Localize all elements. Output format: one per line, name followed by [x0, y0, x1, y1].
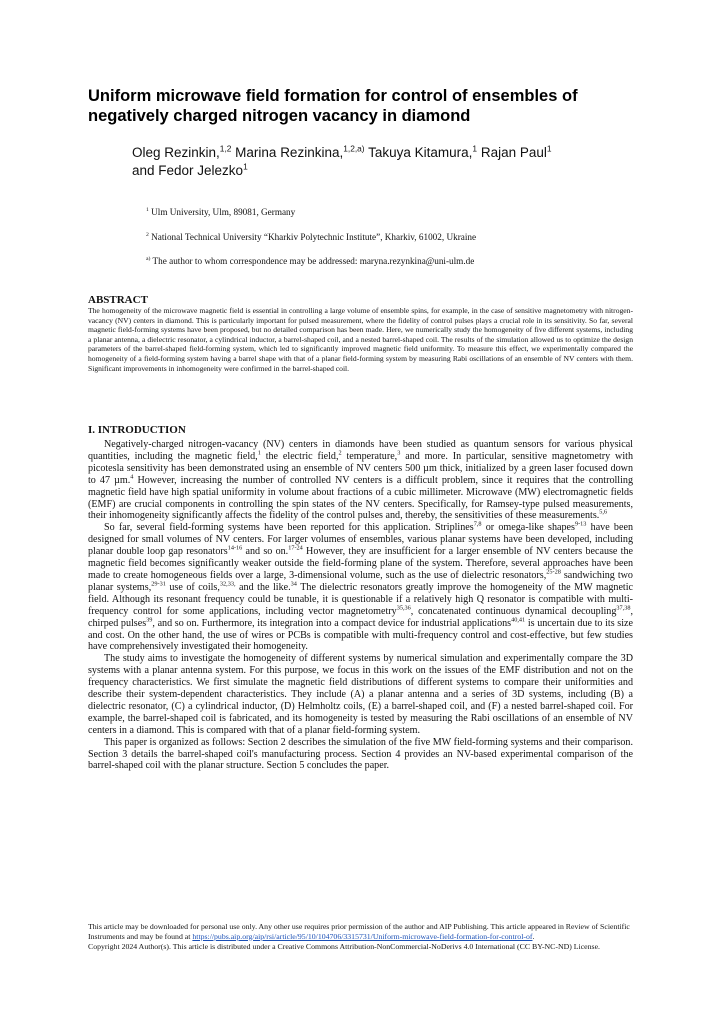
citation: 3	[397, 449, 401, 457]
author: Marina Rezinkina,$^{1,2,a)}$	[231, 143, 365, 160]
citation: 25-28	[546, 568, 561, 576]
citation: 39	[146, 616, 153, 624]
citation: 35,36	[396, 604, 411, 612]
citation: 29-31	[151, 580, 166, 588]
affiliation-2: $^2$ National Technical University “Kharkiv Polytechnic Institute”, Kharkiv, 61002, Ukraine	[146, 231, 477, 242]
citation: 1	[257, 449, 261, 457]
author: Takuya Kitamura,$^1$	[364, 143, 478, 160]
introduction-body	[88, 439, 633, 772]
affiliation-1: $^1$ Ulm University, Ulm, 89081, Germany	[146, 206, 296, 217]
citation: 17-24	[288, 544, 303, 552]
abstract-text: The homogeneity of the microwave magnetic field is essential in controlling a large volume of ensemble spins, for example, in the case of sensitive magnetometry with nitrogen-vacancy (NV) centers in diamond. This is particularly important for pulsed measurement, where the fidelity of control pulses plays a crucial role in its sensitivity. So far, several magnetic field-forming systems have been proposed, but no detailed comparison has been made. Here, we numerically study the homogeneity of five different systems, including a planar antenna, a dielectric resonator, a cylindrical inductor, a barrel-shaped coil, and a nested barrel-shaped coil. The results of the simulation allowed us to optimize the design parameters of the barrel-shaped field-forming system, which led to significantly improved magnetic field uniformity. To measure this effect, we experimentally compared the homogeneity of a field-forming system having a barrel shape with that of a planar field-forming system by measuring Rabi oscillations of an ensemble of NV centers with them. Significant improvements in inhomogeneity were confirmed in the barrel-shaped coil.	[88, 306, 633, 373]
author-list	[132, 144, 632, 180]
citation: 4	[130, 473, 134, 481]
paragraph: This paper is organized as follows: Section 2 describes the simulation of the five MW field-forming systems and their comparison. Section 3 details the barrel-shaped coil's manufacturing process. Section 4 provides an NV-based experimental comparison of the barrel-shaped coil with the planar structure. Section 5 concludes the paper.	[88, 736, 633, 772]
citation: 7,8	[473, 520, 482, 528]
citation: 2	[338, 449, 342, 457]
footer-notice: This article may be downloaded for personal use only. Any other use requires prior permission of the author and AIP Publishing. This article appeared in Review of Scientific Instruments and may be found at https://pubs.aip.org/aip/rsi/article/95/10/104706/3315731/Uniform-microwave-field-formation-for-control-of. Copyright 2024 Author(s). This article is distributed under a Creative Commons Attribution-NonCommercial-NoDerivs 4.0 International (CC BY-NC-ND) License.	[88, 922, 630, 951]
paper-title: Uniform microwave field formation for control of ensembles of negatively charged nitrogen vacancy in diamond	[88, 87, 578, 125]
article-link[interactable]: https://pubs.aip.org/aip/rsi/article/95/10/104706/3315731/Uniform-microwave-field-formation-for-control-of	[192, 931, 533, 941]
citation: 9-13	[574, 520, 587, 528]
abstract-heading: ABSTRACT	[88, 294, 148, 306]
paragraph: Negatively-charged nitrogen-vacancy (NV) centers in diamonds have been studied as quantum sensors for various physical quantities, including the magnetic field,$^1$ the electric field,$^2$ temperature,$^3$ and more. In particular, sensitive magnetometry with picotesla sensitivity has been demonstrated using an ensemble of NV centers 500 µm thick, initialized by a green laser focused down to 47 µm.$^4$ However, increasing the number of controlled NV centers is a difficult problem, since it requires that the controlling magnetic field have high spatial uniformity in volume about fractions of a cubic millimeter. Microwave (MW) electromagnetic fields (EMF) are crucial components in controlling the spin states of the NV centers. Specifically, for Ramsey-type pulsed measurements, their inhomogeneity significantly affects the fidelity of the control pulses and, thereby, the sensitivities of these measurements.$^{5,6}$	[88, 439, 634, 522]
paragraph: The study aims to investigate the homogeneity of different systems by numerical simulation and experimentally compare the 3D systems with a planar antenna system. For this purpose, we focus in this work on the issues of the EMF distribution and not on the frequency characteristics. We first simulate the magnetic field distributions of different systems to compare their uniformities and describe their system-dependent characteristics. They include (A) a planar antenna and a series of 3D systems, including (B) a dielectric resonator, (C) a cylindrical inductor, (D) Helmholtz coils, (E) a barrel-shaped coil, and (F) a nested barrel-shaped coil. For example, the barrel-shaped coil is fabricated, and its homogeneity is tested by measuring the Rabi oscillations of an ensemble of NV centers in a diamond. This is compared with that of a planar field-forming system.	[88, 653, 633, 736]
citation: 14-16	[227, 544, 243, 552]
citation: 34	[290, 580, 297, 588]
citation: 37,38	[616, 604, 631, 612]
corresponding-author-note: $^{a)}$ The author to whom correspondence may be addressed: maryna.rezynkina@uni-ulm.de	[146, 255, 475, 266]
paragraph: So far, several field-forming systems have been reported for this application. Striplines$^{7,8}$ or omega-like shapes$^{9-13}$ have been designed for small volumes of NV centers. For larger volumes of ensembles, various planar systems have been developed, including planar double loop gap resonators$^{14-16}$ and so on.$^{17-24}$ However, they are insufficient for a larger ensemble of NV centers because the magnetic field becomes significantly weaker outside the field-forming plane of the system. Therefore, several approaches have been made to create homogeneous fields over a large, 3-dimensional volume, such as the use of dielectric resonators,$^{25-28}$ sandwiching two planar systems,$^{29-31}$ use of coils,$^{32,33,}$ and the like.$^{34}$ The dielectric resonators greatly improve the homogeneity of the MW magnetic field. Although its resonant frequency could be tunable, it is questionable if a relatively high Q resonator is compatible with multi-frequency control for some applications, including vector magnetometry$^{35,36}$, concatenated continuous dynamical decoupling$^{37,38}$, chirped pulses$^{39}$, and so on. Furthermore, its integration into a compact device for industrial applications$^{40,41}$ is uncertain due to its size and cost. On the other hand, the use of wires or PCBs is compatible with multi-frequency control and cost-effective, but few studies have comprehensively investigated their homogeneity.	[88, 520, 634, 653]
author: Rajan Paul$^1$	[477, 143, 552, 160]
citation: 5,6	[599, 509, 608, 517]
citation: 40,41	[511, 616, 526, 624]
citation: 32,33,	[219, 580, 236, 588]
section-heading-introduction: I. INTRODUCTION	[88, 424, 186, 436]
author: and Fedor Jelezko$^1$	[132, 161, 248, 178]
author: Oleg Rezinkin,$^{1,2}$	[132, 143, 232, 160]
